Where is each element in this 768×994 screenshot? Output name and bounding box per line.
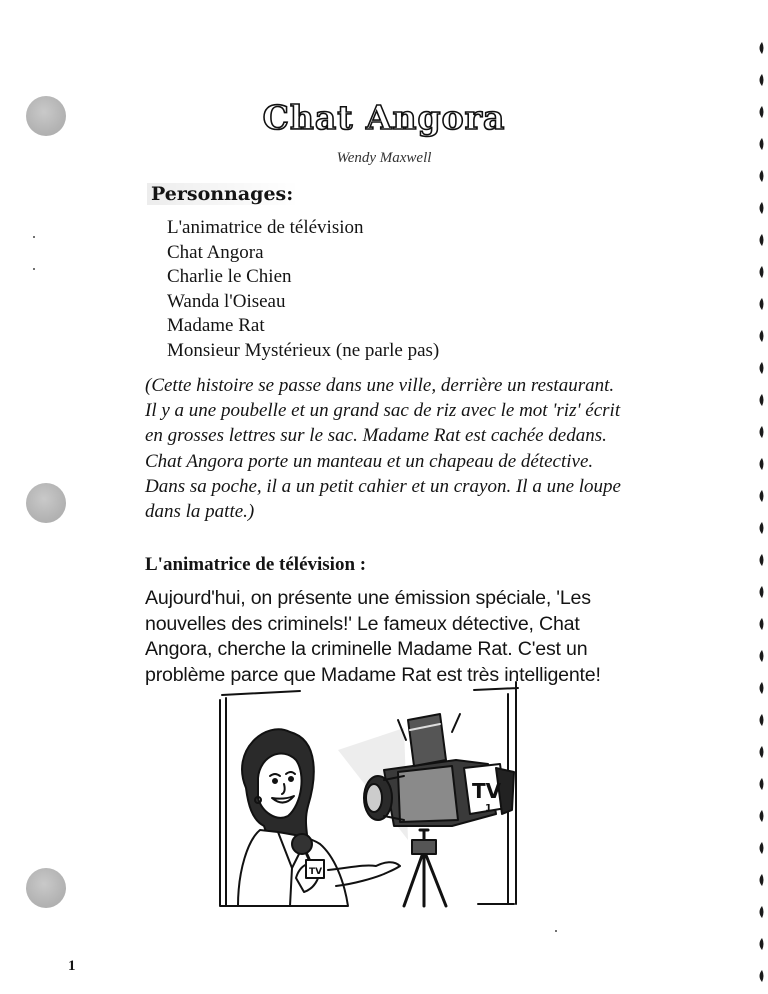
document-title: Chat Angora bbox=[262, 98, 506, 137]
binder-hole-bottom bbox=[26, 868, 66, 908]
character-item: Madame Rat bbox=[167, 315, 265, 337]
author-name: Wendy Maxwell bbox=[336, 150, 432, 166]
characters-heading: Personnages: bbox=[147, 183, 299, 205]
scan-speck bbox=[555, 930, 557, 932]
perforated-edge bbox=[752, 28, 768, 994]
character-item: Chat Angora bbox=[167, 241, 264, 263]
binder-hole-middle bbox=[26, 483, 66, 523]
characters-list bbox=[167, 216, 439, 364]
camera-logo-number: 1 bbox=[485, 803, 492, 814]
speech-text: Aujourd'hui, on présente une émission spéciale, 'Les nouvelles des criminels!' Le fameux détective, Chat Angora, cherche la criminelle Madame Rat. C'est un problème parce que Madame Rat est très intelligente! bbox=[145, 587, 601, 686]
scan-speck bbox=[33, 268, 35, 270]
character-item: Charlie le Chien bbox=[167, 266, 292, 288]
character-item: Wanda l'Oiseau bbox=[167, 290, 286, 312]
tv-host-illustration bbox=[208, 680, 526, 916]
page-number: 1 bbox=[68, 958, 76, 974]
stage-direction: (Cette histoire se passe dans une ville, derrière un restaurant. Il y a une poubelle et un grand sac de riz avec le mot 'riz' écrit en grosses lettres sur le sac. Madame Rat est cachée dedans. Chat Angora porte un manteau et un chapeau de détective. Dans sa poche, il a un petit cahier et un crayon. Il a une loupe dans la patte.) bbox=[145, 375, 621, 523]
camera-logo: TV bbox=[472, 779, 502, 803]
character-item: Monsieur Mystérieux (ne parle pas) bbox=[167, 339, 440, 361]
speaker-name: L'animatrice de télévision : bbox=[145, 554, 367, 575]
character-item: L'animatrice de télévision bbox=[167, 217, 364, 238]
scan-speck bbox=[33, 236, 35, 238]
mic-logo: TV bbox=[309, 867, 323, 877]
